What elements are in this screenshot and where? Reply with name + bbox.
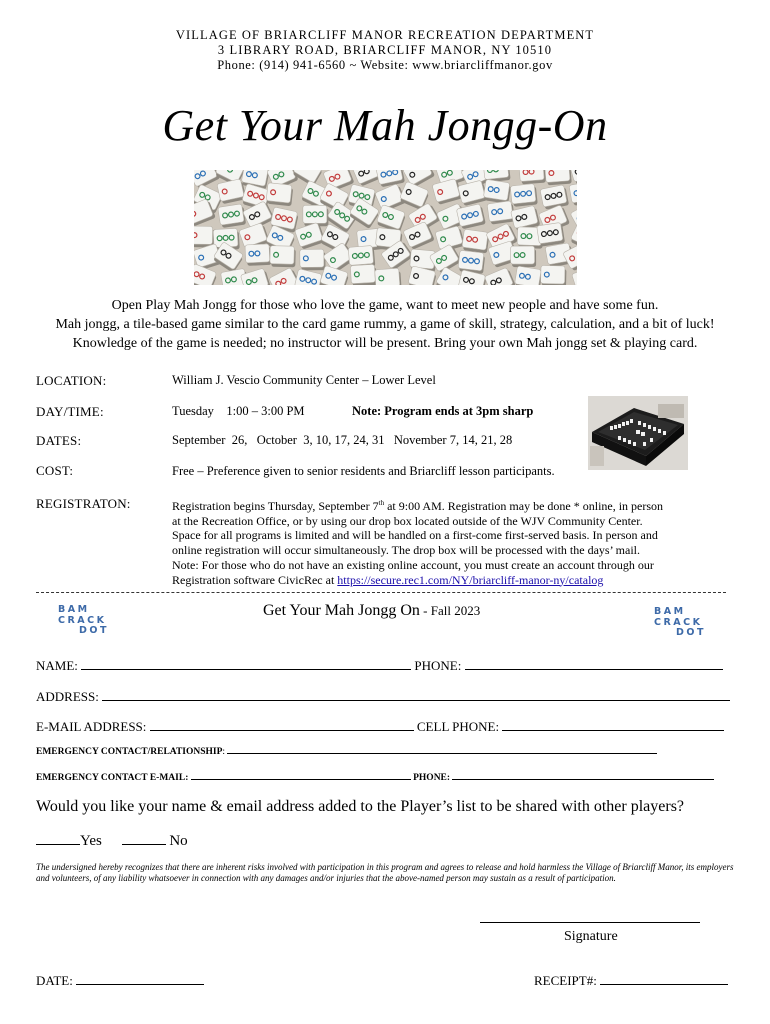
dates-label: DATES: <box>36 433 82 448</box>
date-label: DATE: <box>36 973 73 988</box>
registration-label: REGISTRATON: <box>36 496 131 511</box>
mahjongg-tile <box>510 183 538 207</box>
liability-waiver: The undersigned hereby recognizes that there are inherent risks involved with participation in this program and agrees to release and hold harmless the Village of Briarcliff Manor, its employers and volunteers, of any liability whatsoever in connection with any damages and/or injuries that the above-named person may sustain as a result of participation. <box>36 862 734 883</box>
receipt-label: RECEIPT#: <box>534 973 597 988</box>
page-title: Get Your Mah Jongg-On <box>162 101 608 150</box>
registration-line-5: Note: For those who do not have an existing online account, you must create an account through our <box>172 557 654 572</box>
logo-right-line-2: CRACK <box>654 616 703 628</box>
form-title-season: - Fall 2023 <box>419 603 481 618</box>
bam-crack-dot-logo-left <box>58 605 109 637</box>
logo-right-line-1: BAM <box>654 606 686 617</box>
date-input-line[interactable] <box>76 972 204 985</box>
registration-line-2: at the Recreation Office, or by using our drop box located outside of the WJV Community Center. <box>172 513 643 528</box>
cell-phone-label: CELL PHONE: <box>416 719 500 734</box>
mahjongg-tile <box>375 268 402 285</box>
registration-line-1 <box>172 496 728 514</box>
cost-value: Free – Preference given to senior residents and Briarcliff lesson participants. <box>172 464 555 478</box>
registration-line-6a: Registration software CivicRec at <box>172 572 338 587</box>
ordinal-suffix: th <box>378 499 385 507</box>
daytime-label: DAY/TIME: <box>36 404 104 419</box>
name-label: NAME: <box>36 658 78 673</box>
yes-input-line[interactable] <box>36 832 80 845</box>
receipt-input-line[interactable] <box>600 972 728 985</box>
mahjongg-tile <box>270 246 296 268</box>
registration-line-6 <box>172 573 728 588</box>
daytime-note: Note: Program ends at 3pm sharp <box>352 404 534 418</box>
form-title <box>263 602 480 620</box>
phone-input-line[interactable] <box>465 657 723 670</box>
dates-value: September 26, October 3, 10, 17, 24, 31 November 7, 14, 21, 28 <box>172 433 513 447</box>
registration-line-4: online registration will occur simultaneously. The drop box will be processed with the days’ mail. <box>172 543 641 558</box>
mahjongg-tile <box>350 264 377 285</box>
cost-label: COST: <box>36 463 74 478</box>
logo-left-line-3: DOT <box>79 625 109 636</box>
emergency-phone-label: PHONE: <box>413 773 451 783</box>
mahjongg-tile <box>541 265 567 285</box>
mahjongg-table-image <box>588 396 688 470</box>
mahjongg-tile <box>519 170 546 184</box>
cell-phone-input-line[interactable] <box>502 718 724 731</box>
email-input-line[interactable] <box>150 718 414 731</box>
location-value: William J. Vescio Community Center – Lower Level <box>172 373 436 387</box>
mahjongg-tiles-photo <box>194 170 577 285</box>
mahjongg-tile <box>511 246 537 267</box>
emergency-email-field[interactable] <box>36 771 714 783</box>
intro-line-2: Mah jongg, a tile-based game similar to the card game rummy, a game of skill, strategy, calculation, and a bit of luck! <box>55 317 715 332</box>
signature-line[interactable] <box>480 922 700 923</box>
logo-left-line-2: CRACK <box>58 614 107 626</box>
emergency-email-input-line[interactable] <box>191 771 411 780</box>
bam-crack-dot-logo-right <box>654 607 706 639</box>
emergency-contact-label: EMERGENCY CONTACT/RELATIONSHIP <box>36 747 223 757</box>
registration-line-1a: Registration begins Thursday, September 7 <box>172 499 379 513</box>
department-contact: Phone: (914) 941-6560 ~ Website: www.briarcliffmanor.gov <box>217 58 553 72</box>
mahjongg-tile <box>300 249 326 270</box>
location-label: LOCATION: <box>36 373 107 388</box>
civicrec-link[interactable]: https://secure.rec1.com/NY/briarcliff-manor-ny/catalog <box>337 572 604 587</box>
mahjongg-tile <box>266 183 294 207</box>
receipt-field[interactable] <box>534 972 728 989</box>
mahjongg-tile <box>483 179 511 204</box>
intro-line-1: Open Play Mah Jongg for those who love the game, want to meet new people and have some fun. <box>111 298 659 313</box>
mahjongg-tile <box>462 229 490 253</box>
intro-line-3: Knowledge of the game is needed; no instructor will be present. Bring your own Mah jongg set & playing card. <box>72 336 698 351</box>
no-label: No <box>169 833 188 849</box>
registration-text <box>172 496 728 587</box>
players-list-answer[interactable] <box>36 832 188 850</box>
mahjongg-tile <box>545 170 572 185</box>
address-label: ADDRESS: <box>36 689 99 704</box>
emergency-phone-input-line[interactable] <box>452 771 714 780</box>
department-name: VILLAGE OF BRIARCLIFF MANOR RECREATION DEPARTMENT <box>175 28 595 42</box>
mahjongg-tile <box>458 250 486 274</box>
form-title-main: Get Your Mah Jongg On <box>263 602 420 619</box>
mahjongg-tiles-image <box>194 170 577 285</box>
logo-right-line-3: DOT <box>676 627 706 638</box>
yes-label: Yes <box>80 833 102 849</box>
date-field[interactable] <box>36 972 204 989</box>
players-list-question: Would you like your name & email address added to the Player’s list to be shared with other players? <box>36 798 685 815</box>
signature-label: Signature <box>564 929 618 944</box>
name-field[interactable] <box>36 657 723 674</box>
email-field[interactable] <box>36 718 724 735</box>
address-input-line[interactable] <box>102 688 730 701</box>
no-input-line[interactable] <box>122 832 166 845</box>
emergency-contact-field[interactable]: EMERGENCY CONTACT/RELATIONSHIP: <box>36 745 657 757</box>
emergency-contact-input-line[interactable] <box>227 745 657 754</box>
registration-line-1b: at 9:00 AM. Registration may be done * online, in person <box>384 499 664 513</box>
daytime-value: Tuesday 1:00 – 3:00 PM <box>172 404 305 418</box>
logo-left-line-1: BAM <box>58 604 90 615</box>
email-label: E-MAIL ADDRESS: <box>36 719 147 734</box>
mahjongg-table-photo <box>588 396 688 470</box>
phone-label: PHONE: <box>414 658 462 673</box>
name-input-line[interactable] <box>81 657 411 670</box>
cut-line <box>36 592 726 593</box>
mahjongg-tile <box>194 226 214 247</box>
address-field[interactable] <box>36 688 730 705</box>
registration-line-3: Space for all programs is limited and will be handled on a first-come first-served basis. In person and <box>172 528 658 543</box>
emergency-email-label: EMERGENCY CONTACT E-MAIL: <box>36 773 189 783</box>
mahjongg-tile <box>218 204 246 229</box>
department-address: 3 LIBRARY ROAD, BRIARCLIFF MANOR, NY 10510 <box>217 43 553 57</box>
mahjongg-tile <box>245 244 271 266</box>
mahjongg-tile <box>537 222 565 247</box>
